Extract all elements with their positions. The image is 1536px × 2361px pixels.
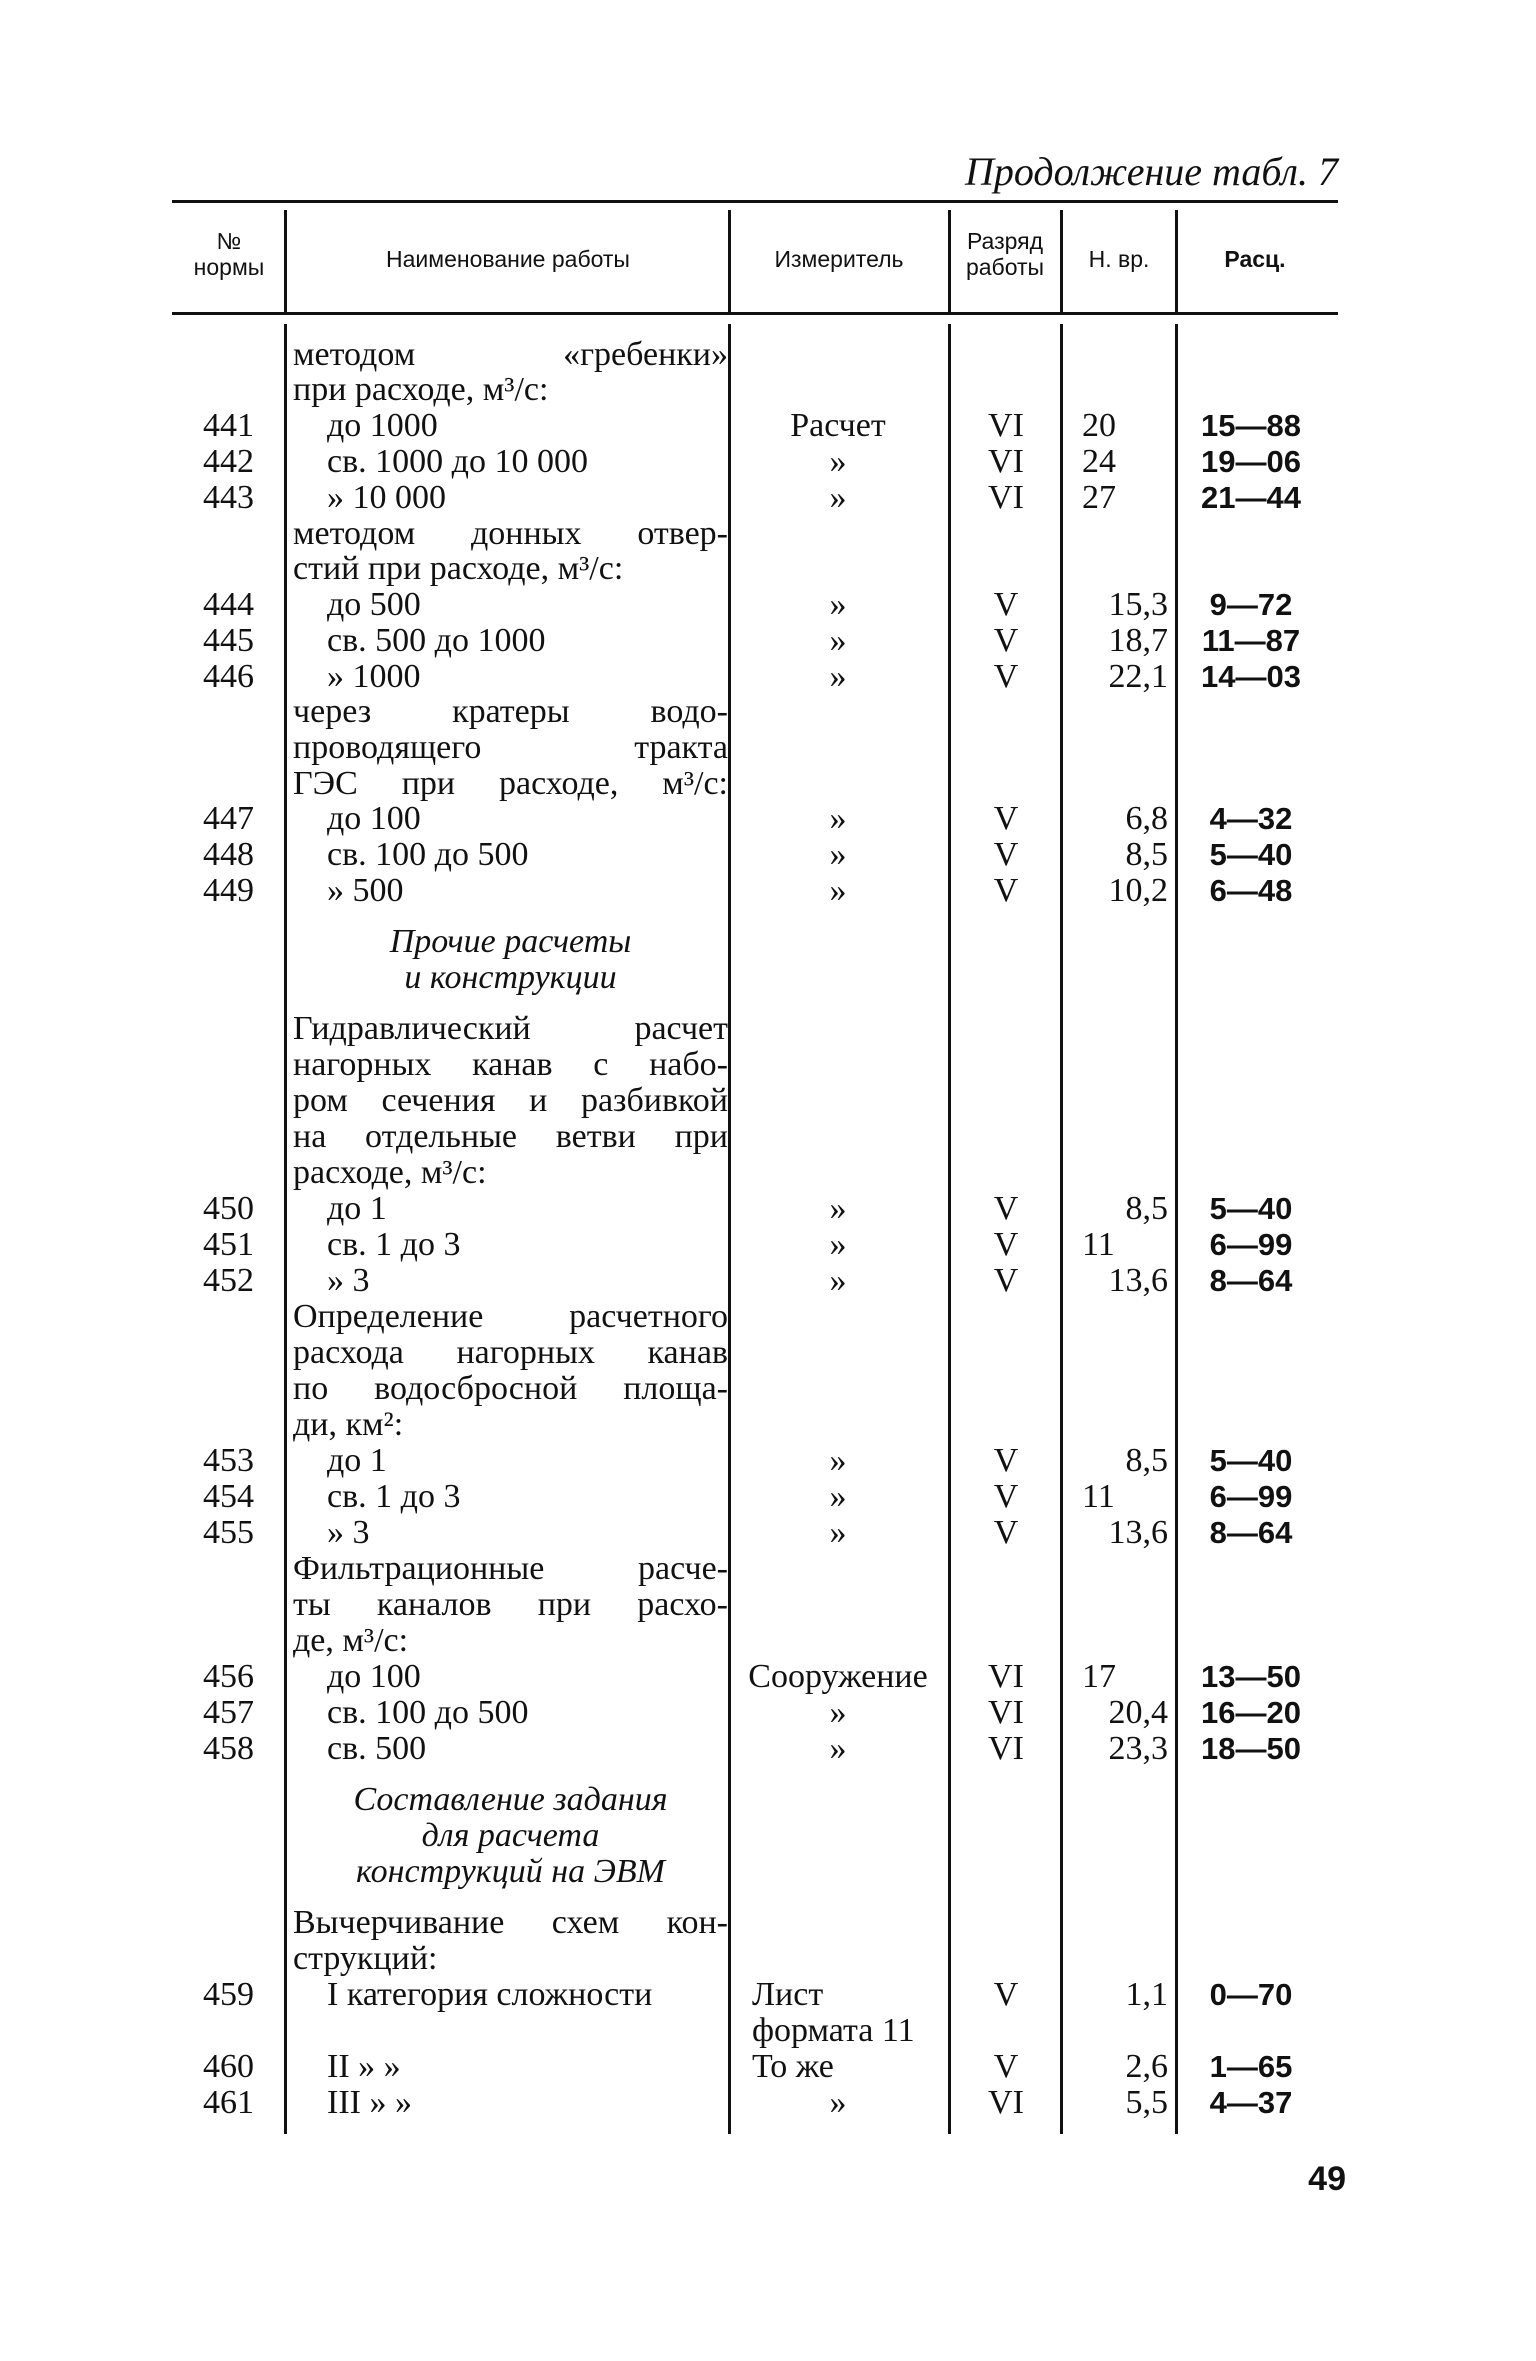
unit-of-measure: То же <box>752 2048 834 2085</box>
work-name: нагорных канав с набо- <box>293 1046 728 1083</box>
unit-of-measure: » <box>829 479 847 516</box>
norm-time: 13,6 <box>1108 1514 1168 1551</box>
header-divider <box>1060 210 1063 314</box>
norm-number: 460 <box>203 2048 254 2085</box>
rate: 9—72 <box>1209 587 1293 622</box>
unit-of-measure: » <box>829 1478 847 1515</box>
header-divider <box>1175 210 1178 314</box>
norm-number: 453 <box>203 1442 254 1479</box>
norm-time: 24 <box>1082 443 1116 480</box>
work-name: Вычерчивание схем кон- <box>293 1904 728 1941</box>
work-name: ты каналов при расхо- <box>293 1586 728 1623</box>
unit-of-measure: » <box>829 1442 847 1479</box>
work-name: до 100 <box>327 1658 421 1695</box>
norm-number: 452 <box>203 1262 254 1299</box>
norm-time: 6,8 <box>1125 800 1168 837</box>
rate: 11—87 <box>1201 623 1301 658</box>
norm-time: 11 <box>1082 1478 1115 1515</box>
unit-of-measure: » <box>829 622 847 659</box>
norm-time: 8,5 <box>1125 836 1168 873</box>
rate: 13—50 <box>1201 1659 1301 1694</box>
work-name: расхода нагорных канав <box>293 1334 728 1371</box>
norm-number: 455 <box>203 1514 254 1551</box>
norm-time: 17 <box>1082 1658 1116 1695</box>
norm-number: 442 <box>203 443 254 480</box>
rate: 1—65 <box>1209 2049 1293 2084</box>
work-category: VI <box>988 407 1024 444</box>
work-category: V <box>993 1478 1019 1515</box>
rate: 4—37 <box>1209 2085 1293 2120</box>
work-name: св. 1 до 3 <box>327 1226 461 1263</box>
work-category: VI <box>988 1730 1024 1767</box>
unit-of-measure: » <box>829 2084 847 2121</box>
norm-time: 18,7 <box>1108 622 1168 659</box>
work-name: де, м³/с: <box>293 1622 409 1659</box>
rate: 8—64 <box>1209 1263 1293 1298</box>
section-subheading: конструкций на ЭВМ <box>356 1853 665 1890</box>
norm-number: 447 <box>203 800 254 837</box>
rate: 18—50 <box>1201 1731 1301 1766</box>
header-category: Разряд работы <box>965 228 1045 281</box>
unit-of-measure: » <box>829 1190 847 1227</box>
norm-number: 443 <box>203 479 254 516</box>
unit-of-measure: Расчет <box>790 407 886 444</box>
unit-of-measure: » <box>829 586 847 623</box>
header-work-name: Наименование работы <box>386 246 630 272</box>
work-name: » 500 <box>327 872 404 909</box>
work-name: по водосбросной площа- <box>293 1370 728 1407</box>
work-category: VI <box>988 443 1024 480</box>
unit-of-measure: » <box>829 1514 847 1551</box>
unit-of-measure: формата 11 <box>752 2012 915 2049</box>
work-name: Гидравлический расчет <box>293 1010 728 1047</box>
header-unit: Измеритель <box>774 246 904 272</box>
rate: 0—70 <box>1209 1977 1293 2012</box>
norm-number: 454 <box>203 1478 254 1515</box>
work-category: V <box>993 1190 1019 1227</box>
rate: 6—48 <box>1209 873 1293 908</box>
rate: 4—32 <box>1209 801 1293 836</box>
work-category: V <box>993 2048 1019 2085</box>
norm-time: 20 <box>1082 407 1116 444</box>
work-name: св. 500 <box>327 1730 427 1767</box>
norm-time: 8,5 <box>1125 1442 1168 1479</box>
norm-number: 444 <box>203 586 254 623</box>
work-name: проводящего тракта <box>293 729 728 766</box>
rate: 21—44 <box>1201 480 1301 515</box>
work-name: » 3 <box>327 1514 370 1551</box>
column-divider <box>1060 324 1063 2134</box>
rate: 6—99 <box>1209 1227 1293 1262</box>
norm-number: 457 <box>203 1694 254 1731</box>
rate: 8—64 <box>1209 1515 1293 1550</box>
rate: 16—20 <box>1201 1695 1301 1730</box>
unit-of-measure: Лист <box>752 1976 824 2013</box>
section-subheading: для расчета <box>421 1817 600 1854</box>
column-divider <box>948 324 951 2134</box>
unit-of-measure: » <box>829 872 847 909</box>
work-category: V <box>993 800 1019 837</box>
norm-number: 458 <box>203 1730 254 1767</box>
unit-of-measure: Сооружение <box>748 1658 928 1695</box>
work-name: стий при расходе, м³/с: <box>293 550 624 587</box>
header-divider <box>948 210 951 314</box>
norm-time: 13,6 <box>1108 1262 1168 1299</box>
column-divider <box>728 324 731 2134</box>
column-divider <box>1175 324 1178 2134</box>
work-name: св. 100 до 500 <box>327 836 529 873</box>
unit-of-measure: » <box>829 443 847 480</box>
header-norm-time: Н. вр. <box>1088 246 1150 272</box>
rate: 14—03 <box>1201 659 1301 694</box>
unit-of-measure: » <box>829 1262 847 1299</box>
work-category: VI <box>988 2084 1024 2121</box>
rate: 5—40 <box>1209 1191 1293 1226</box>
header-rate: Расц. <box>1224 246 1286 272</box>
norm-time: 5,5 <box>1125 2084 1168 2121</box>
rate: 19—06 <box>1201 444 1301 479</box>
work-category: V <box>993 1514 1019 1551</box>
norm-number: 448 <box>203 836 254 873</box>
work-name: св. 1000 до 10 000 <box>327 443 588 480</box>
work-name: ди, км²: <box>293 1406 404 1443</box>
work-name: до 1 <box>327 1190 387 1227</box>
column-divider <box>284 324 287 2134</box>
work-name: струкций: <box>293 1940 438 1977</box>
work-category: VI <box>988 479 1024 516</box>
work-category: V <box>993 658 1019 695</box>
header-divider <box>728 210 731 314</box>
unit-of-measure: » <box>829 836 847 873</box>
section-subheading: Прочие расчеты <box>389 923 632 960</box>
norm-number: 451 <box>203 1226 254 1263</box>
work-name: на отдельные ветви при <box>293 1118 728 1155</box>
header-number: № нормы <box>193 228 265 281</box>
header-divider <box>284 210 287 314</box>
norm-number: 461 <box>203 2084 254 2121</box>
work-name: расходе, м³/с: <box>293 1154 487 1191</box>
work-name: до 1 <box>327 1442 387 1479</box>
work-category: VI <box>988 1694 1024 1731</box>
norm-number: 456 <box>203 1658 254 1695</box>
work-category: V <box>993 586 1019 623</box>
work-name: II » » <box>327 2048 401 2085</box>
page-number: 49 <box>1308 2160 1346 2198</box>
work-name: III » » <box>327 2084 412 2121</box>
norm-time: 20,4 <box>1108 1694 1168 1731</box>
norm-time: 1,1 <box>1125 1976 1168 2013</box>
work-name: через кратеры водо- <box>293 693 728 730</box>
work-name: до 100 <box>327 800 421 837</box>
norm-time: 23,3 <box>1108 1730 1168 1767</box>
norm-time: 2,6 <box>1125 2048 1168 2085</box>
work-name: св. 100 до 500 <box>327 1694 529 1731</box>
work-category: V <box>993 872 1019 909</box>
work-name: Определение расчетного <box>293 1298 728 1335</box>
norm-number: 449 <box>203 872 254 909</box>
header-bottom-rule <box>172 312 1338 315</box>
work-category: V <box>993 1226 1019 1263</box>
norm-number: 445 <box>203 622 254 659</box>
unit-of-measure: » <box>829 1226 847 1263</box>
norm-number: 446 <box>203 658 254 695</box>
unit-of-measure: » <box>829 800 847 837</box>
work-name: методом «гребенки» <box>293 336 728 373</box>
work-name: I категория сложности <box>327 1976 653 2013</box>
work-name: до 1000 <box>327 407 438 444</box>
work-category: V <box>993 1442 1019 1479</box>
table-caption: Продолжение табл. 7 <box>964 149 1338 194</box>
work-category: V <box>993 622 1019 659</box>
norm-time: 8,5 <box>1125 1190 1168 1227</box>
norm-number: 450 <box>203 1190 254 1227</box>
work-category: V <box>993 1976 1019 2013</box>
work-name: св. 500 до 1000 <box>327 622 546 659</box>
work-name: ГЭС при расходе, м³/с: <box>293 765 728 802</box>
work-name: » 1000 <box>327 658 421 695</box>
norm-time: 27 <box>1082 479 1116 516</box>
work-category: V <box>993 836 1019 873</box>
rate: 6—99 <box>1209 1479 1293 1514</box>
norm-number: 459 <box>203 1976 254 2013</box>
unit-of-measure: » <box>829 1730 847 1767</box>
work-name: » 10 000 <box>327 479 446 516</box>
norm-time: 22,1 <box>1108 658 1168 695</box>
norm-time: 10,2 <box>1108 872 1168 909</box>
work-name: методом донных отвер- <box>293 515 728 552</box>
norm-time: 15,3 <box>1108 586 1168 623</box>
work-category: V <box>993 1262 1019 1299</box>
table-top-rule <box>172 200 1338 203</box>
rate: 5—40 <box>1209 1443 1293 1478</box>
unit-of-measure: » <box>829 658 847 695</box>
rate: 15—88 <box>1201 408 1301 443</box>
norm-number: 441 <box>203 407 254 444</box>
work-name: Фильтрационные расче- <box>293 1550 728 1587</box>
section-subheading: Составление задания <box>353 1781 668 1818</box>
unit-of-measure: » <box>829 1694 847 1731</box>
section-subheading: и конструкции <box>404 959 617 996</box>
norm-time: 11 <box>1082 1226 1115 1263</box>
work-name: ром сечения и разбивкой <box>293 1082 728 1119</box>
work-name: при расходе, м³/с: <box>293 371 549 408</box>
work-name: св. 1 до 3 <box>327 1478 461 1515</box>
work-name: до 500 <box>327 586 421 623</box>
work-category: VI <box>988 1658 1024 1695</box>
work-name: » 3 <box>327 1262 370 1299</box>
rate: 5—40 <box>1209 837 1293 872</box>
